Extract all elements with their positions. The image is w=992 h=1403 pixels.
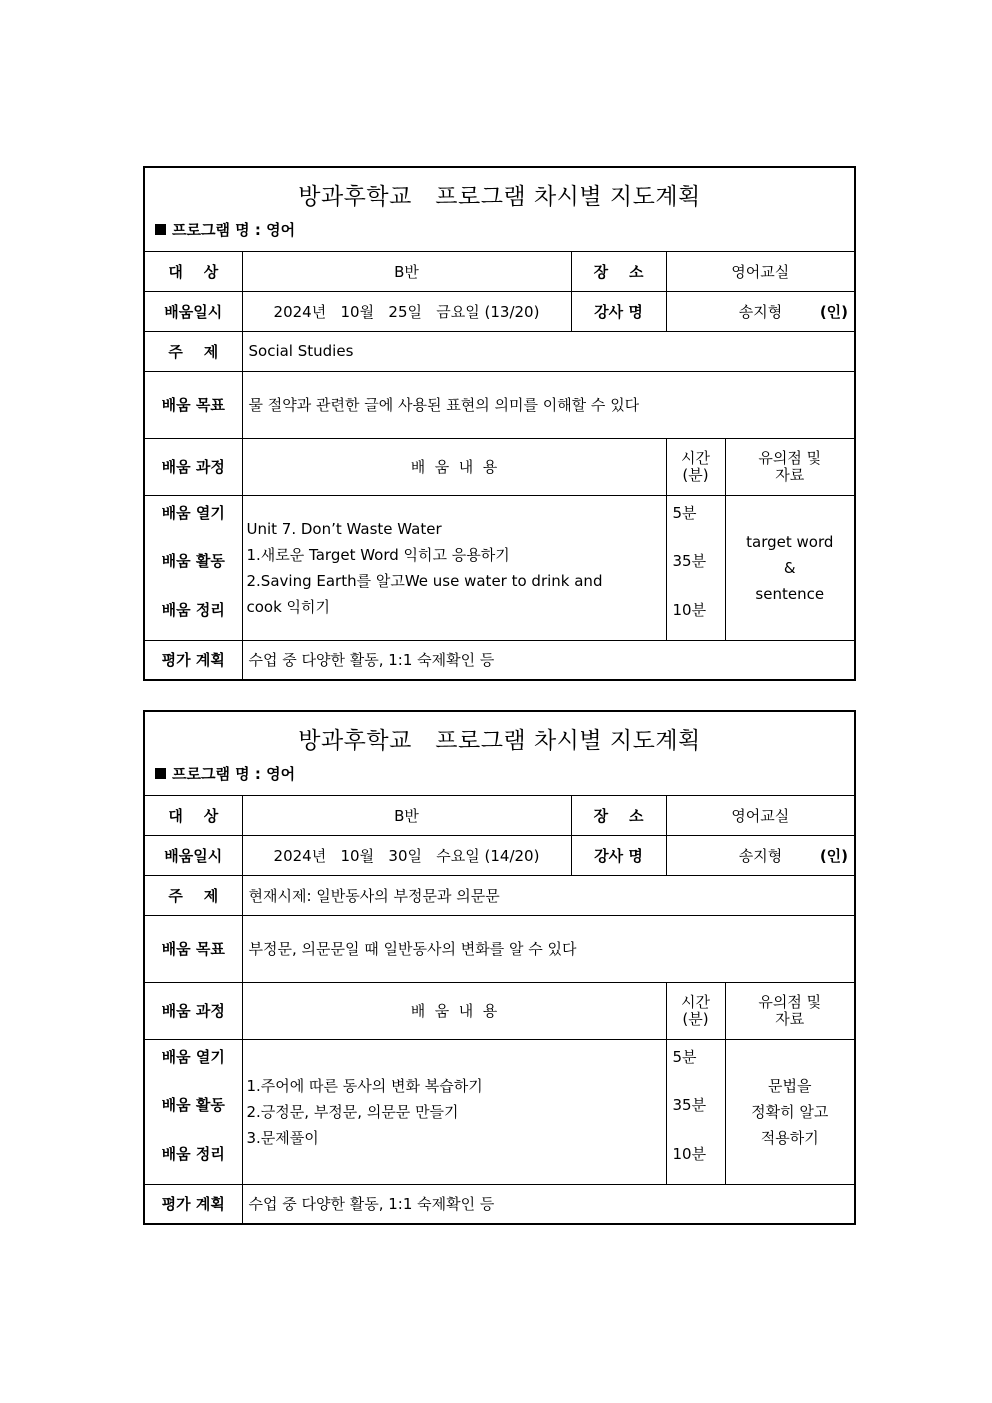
notes-cell — [725, 495, 855, 640]
lesson-plan-table-2 — [143, 710, 856, 1225]
topic-label: 주 제 — [144, 875, 242, 915]
stage-opening: 배움 열기 — [161, 503, 225, 522]
topic-value: Social Studies — [242, 331, 855, 371]
place-value: 영어교실 — [666, 795, 855, 835]
stage-activity: 배움 활동 — [161, 552, 225, 570]
topic-value: 현재시제: 일반동사의 부정문과 의문문 — [242, 875, 855, 915]
notes-line: target word — [746, 532, 834, 551]
process-label: 배움 과정 — [144, 438, 242, 495]
teacher-cell — [666, 835, 855, 875]
program-label: 프로그램 명 : 영어 — [172, 220, 296, 239]
stage-wrapup: 배움 정리 — [161, 600, 225, 619]
content-line: 2.Saving Earth를 알고We use water to drink and — [246, 571, 603, 590]
content-line: Unit 7. Don’t Waste Water — [246, 519, 442, 538]
teacher-label: 강사 명 — [571, 835, 666, 875]
notes-header: 유의점 및 자료 — [725, 438, 855, 495]
notes-line: 문법을 — [768, 1076, 812, 1095]
process-label: 배움 과정 — [144, 982, 242, 1039]
plan-title: 방과후학교 프로그램 차시별 지도계획 — [298, 183, 701, 210]
header-cell — [144, 711, 855, 795]
plan-title: 방과후학교 프로그램 차시별 지도계획 — [298, 727, 701, 754]
eval-label: 평가 계획 — [144, 1184, 242, 1224]
time-opening: 5분 — [672, 1047, 697, 1066]
time-activity: 35분 — [672, 1096, 707, 1114]
stages-cell — [144, 495, 242, 640]
times-cell — [666, 495, 725, 640]
stage-activity: 배움 활동 — [161, 1096, 225, 1114]
target-label: 대 상 — [144, 251, 242, 291]
content-header: 배 움 내 용 — [242, 982, 666, 1039]
target-value: B반 — [242, 795, 571, 835]
square-bullet-icon — [155, 224, 166, 235]
time-opening: 5분 — [672, 503, 697, 522]
time-activity: 35분 — [672, 552, 707, 570]
date-label: 배움일시 — [144, 835, 242, 875]
seal-mark: (인) — [819, 846, 849, 865]
notes-line: sentence — [755, 584, 825, 603]
stage-wrapup: 배움 정리 — [161, 1144, 225, 1163]
date-value: 2024년 10월 30일 수요일 (14/20) — [242, 835, 571, 875]
teacher-name: 송지형 — [738, 846, 783, 865]
goal-label: 배움 목표 — [144, 915, 242, 982]
notes-cell — [725, 1039, 855, 1184]
teacher-name: 송지형 — [738, 302, 783, 321]
topic-label: 주 제 — [144, 331, 242, 371]
times-cell — [666, 1039, 725, 1184]
goal-value: 물 절약과 관련한 글에 사용된 표현의 의미를 이해할 수 있다 — [242, 371, 855, 438]
eval-label: 평가 계획 — [144, 640, 242, 680]
lesson-plan-table-1 — [143, 166, 856, 681]
notes-header: 유의점 및 자료 — [725, 982, 855, 1039]
stage-opening: 배움 열기 — [161, 1047, 225, 1066]
target-label: 대 상 — [144, 795, 242, 835]
goal-label: 배움 목표 — [144, 371, 242, 438]
square-bullet-icon — [155, 768, 166, 779]
content-line: 3.문제풀이 — [246, 1128, 319, 1147]
teacher-cell — [666, 291, 855, 331]
goal-value: 부정문, 의문문일 때 일반동사의 변화를 알 수 있다 — [242, 915, 855, 982]
content-line: 1.주어에 따른 동사의 변화 복습하기 — [246, 1076, 483, 1095]
time-wrapup: 10분 — [672, 1144, 707, 1163]
content-line: cook 익히기 — [246, 597, 331, 616]
time-header: 시간 (분) — [666, 982, 725, 1039]
content-line: 2.긍정문, 부정문, 의문문 만들기 — [246, 1102, 459, 1121]
date-value: 2024년 10월 25일 금요일 (13/20) — [242, 291, 571, 331]
program-name — [155, 219, 844, 240]
time-header: 시간 (분) — [666, 438, 725, 495]
notes-line: 적용하기 — [760, 1128, 819, 1147]
date-label: 배움일시 — [144, 291, 242, 331]
eval-value: 수업 중 다양한 활동, 1:1 숙제확인 등 — [242, 1184, 855, 1224]
teacher-label: 강사 명 — [571, 291, 666, 331]
header-cell — [144, 167, 855, 251]
time-wrapup: 10분 — [672, 600, 707, 619]
target-value: B반 — [242, 251, 571, 291]
notes-line: & — [783, 558, 796, 577]
program-label: 프로그램 명 : 영어 — [172, 764, 296, 783]
place-label: 장 소 — [571, 795, 666, 835]
seal-mark: (인) — [819, 302, 849, 321]
content-cell — [242, 1039, 666, 1184]
content-line: 1.새로운 Target Word 익히고 응용하기 — [246, 545, 510, 564]
content-cell — [242, 495, 666, 640]
place-label: 장 소 — [571, 251, 666, 291]
content-header: 배 움 내 용 — [242, 438, 666, 495]
stages-cell — [144, 1039, 242, 1184]
eval-value: 수업 중 다양한 활동, 1:1 숙제확인 등 — [242, 640, 855, 680]
place-value: 영어교실 — [666, 251, 855, 291]
program-name — [155, 763, 844, 784]
notes-line: 정확히 알고 — [751, 1102, 829, 1121]
